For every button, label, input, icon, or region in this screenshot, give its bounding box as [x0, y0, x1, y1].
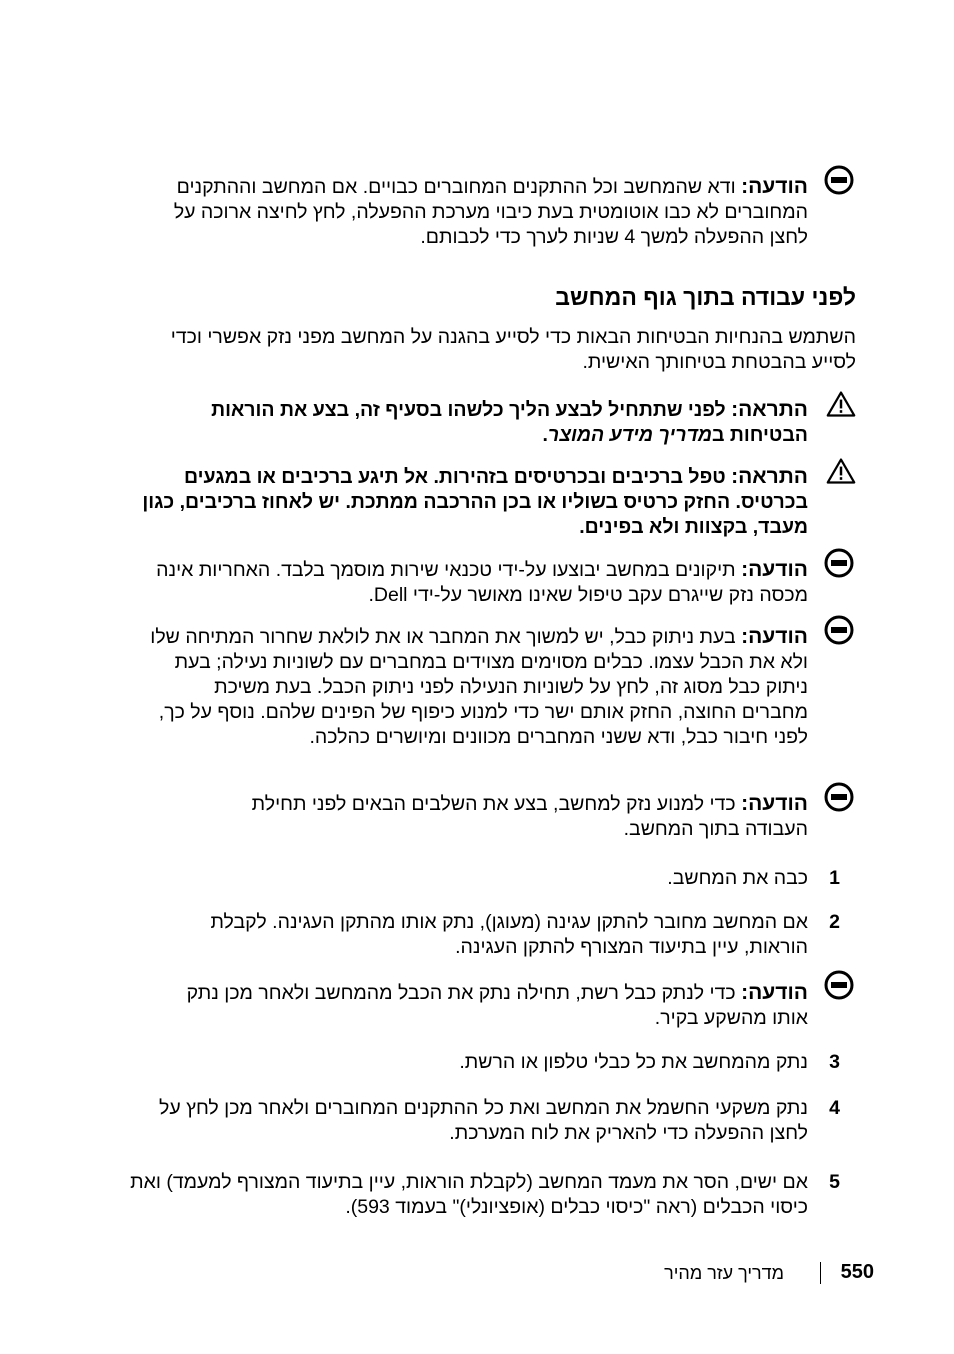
notice-5 [158, 980, 808, 1031]
section-heading: לפני עבודה בתוך גוף המחשב [555, 284, 856, 310]
caution-icon [826, 456, 856, 486]
notice-icon [824, 615, 854, 645]
step-number: 3 [829, 1051, 840, 1073]
caution-label: התראה: [731, 398, 808, 421]
notice-1 [158, 174, 808, 250]
step-number: 4 [829, 1097, 840, 1119]
step-text: נתק מהמחשב את כל כבלי טלפון או הרשת. [459, 1051, 808, 1073]
step-text: נתק משקעי החשמל את המחשב ואת כל ההתקנים המחוברים ולאחר מכן לחץ על לחצן ההפעלה כדי להאריק את לוח המערכת. [159, 1097, 808, 1144]
caution-label: התראה: [731, 465, 808, 488]
footer-title: מדריך עזר מהיר [664, 1263, 784, 1283]
notice-3 [144, 624, 808, 750]
notice-label: הודעה: [741, 175, 808, 198]
notice-icon [824, 165, 854, 195]
notice-2 [128, 557, 808, 608]
notice-label: הודעה: [741, 792, 808, 815]
notice-icon [824, 782, 854, 812]
notice-label: הודעה: [741, 981, 808, 1004]
notice-3-text: בעת ניתוק כבל, יש למשוך את המחבר או את לולאת שחרור המתיחה שלו ולא את הכבל עצמו. כבלים מסוימים מצוידים במחברים עם לשוניות נעילה; בעת ניתוק כבל מסוג זה, לחץ על לשוניות הנעילה לפני ניתוק הכבל. בעת משיכת מחברים החוצה, החזק אותם ישר כדי למנוע כיפוף של הפינים שלהם. נוסף על כך, לפני חיבור כבל, ודא ששני המחברים מכוונים ומיושרים כהלכה. [150, 626, 808, 748]
step-number: 5 [829, 1171, 840, 1193]
footer-divider [820, 1262, 821, 1284]
page-number: 550 [840, 1261, 874, 1283]
caution-1 [148, 397, 808, 448]
notice-icon [824, 548, 854, 578]
step-text: אם המחשב מחובר להתקן עגינה (מעוגן), נתק אותו מהתקן העגינה. לקבלת הוראות, עיין בתיעוד המצורף להתקן העגינה. [210, 911, 808, 958]
step-text: כבה את המחשב. [667, 867, 808, 889]
product-info-guide-title: מדריך מידע המוצר [547, 424, 712, 446]
caution-1-text: לפני שתתחיל לבצע הליך כלשהו בסעיף זה, בצע את הוראות הבטיחות ב [211, 399, 808, 446]
notice-label: הודעה: [741, 625, 808, 648]
notice-5-text: כדי לנתק כבל רשת, תחילה נתק את הכבל מהמחשב ולאחר מכן נתק אותו מהשקע בקיר. [186, 982, 808, 1029]
notice-icon [824, 970, 854, 1000]
step-number: 1 [829, 867, 840, 889]
step-text: אם ישים, הסר את מעמד המחשב (לקבלת הוראות, עיין בתיעוד המצורף למעמד) ואת כיסוי הכבלים (ראה "כיסוי כבלים (אופציונלי)" בעמוד 593). [130, 1171, 808, 1218]
caution-icon [826, 389, 856, 419]
notice-1-text: ודא שהמחשב וכל ההתקנים המחוברים כבויים. אם המחשב וההתקנים המחוברים לא כבו אוטומטית בעת כיבוי מערכת ההפעלה, לחץ לחיצה ארוכה על לחצן ההפעלה למשך 4 שניות לערך כדי לכבותם. [173, 176, 808, 248]
caution-2-text: טפל ברכיבים ובכרטיסים בזהירות. אל תיגע ברכיבים או במגעים בכרטיס. החזק כרטיס בשוליו או בכן ההרכבה ממתכת. יש לאחוז ברכיבים, כגון מעבד, בקצוות ולא בפינים. [142, 466, 808, 538]
notice-label: הודעה: [741, 558, 808, 581]
intro-paragraph: השתמש בהנחיות הבטיחות הבאות כדי לסייע בהגנה על המחשב מפני נזק אפשרי וכדי לסייע בהבטחת בטיחותך האישית. [170, 326, 856, 373]
notice-2-text: תיקונים במחשב יבוצעו על-ידי טכנאי שירות מוסמך בלבד. האחריות אינה מכסה נזק שייגרם עקב טיפול שאינו מאושר על-ידי Dell. [156, 559, 808, 606]
notice-4 [188, 791, 808, 842]
notice-4-text: כדי למנוע נזק למחשב, בצע את השלבים הבאים לפני תחילת העבודה בתוך המחשב. [251, 793, 808, 840]
caution-2 [118, 464, 808, 540]
caution-1-end: . [542, 424, 548, 446]
step-number: 2 [829, 911, 840, 933]
